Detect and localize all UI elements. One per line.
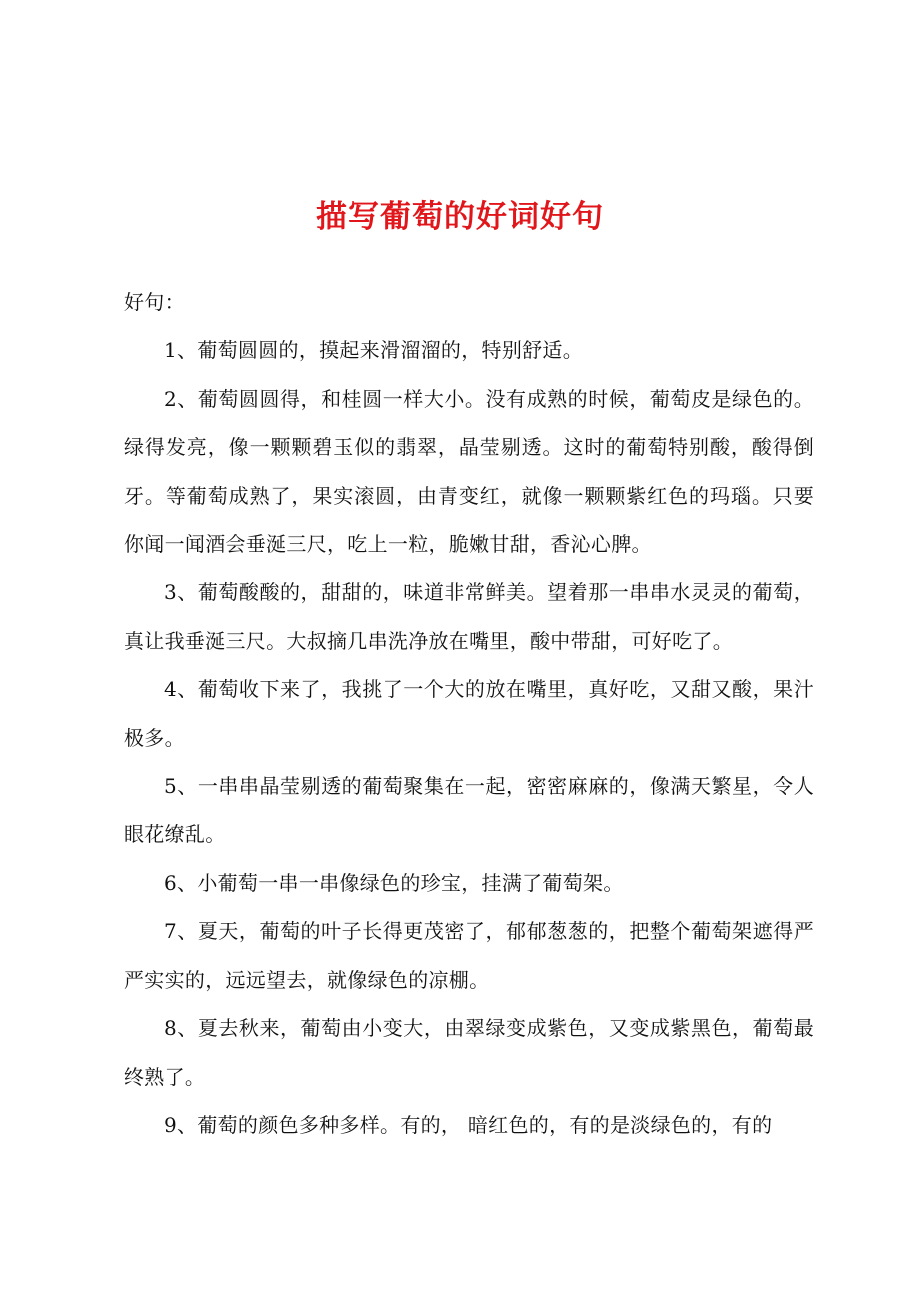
sentence-item-5: 5、一串串晶莹剔透的葡萄聚集在一起，密密麻麻的，像满天繁星，令人眼花缭乱。 (124, 774, 814, 847)
sentence-item-7: 7、夏天，葡萄的叶子长得更茂密了，郁郁葱葱的，把整个葡萄架遮得严严实实的，远远望去，就像绿色的凉棚。 (124, 919, 814, 992)
document-body (124, 278, 814, 1149)
section-label: 好句： (124, 290, 185, 314)
sentence-item-1: 1、葡萄圆圆的，摸起来滑溜溜的，特别舒适。 (164, 338, 584, 363)
sentence-item-3: 3、葡萄酸酸的，甜甜的，味道非常鲜美。望着那一串串水灵灵的葡萄，真让我垂涎三尺。大叔摘几串洗净放在嘴里，酸中带甜，可好吃了。 (124, 580, 814, 653)
sentence-item-9: 9、葡萄的颜色多种多样。有的， 暗红色的，有的是淡绿色的，有的 (164, 1112, 773, 1137)
sentence-item-6: 6、小葡萄一串一串像绿色的珍宝，挂满了葡萄架。 (164, 870, 624, 895)
sentence-item-8: 8、夏去秋来，葡萄由小变大，由翠绿变成紫色，又变成紫黑色，葡萄最终熟了。 (124, 1016, 814, 1089)
sentence-item-2: 2、葡萄圆圆得，和桂圆一样大小。没有成熟的时候，葡萄皮是绿色的。绿得发亮，像一颗颗碧玉似的翡翠，晶莹剔透。这时的葡萄特别酸，酸得倒牙。等葡萄成熟了，果实滚圆，由青变红，就像一颗颗紫红色的玛瑙。只要你闻一闻酒会垂涎三尺，吃上一粒，脆嫩甘甜，香沁心脾。 (124, 386, 814, 557)
document-title: 描写葡萄的好词好句 (316, 199, 604, 235)
sentence-item-4: 4、葡萄收下来了，我挑了一个大的放在嘴里，真好吃，又甜又酸，果汁极多。 (124, 677, 814, 750)
